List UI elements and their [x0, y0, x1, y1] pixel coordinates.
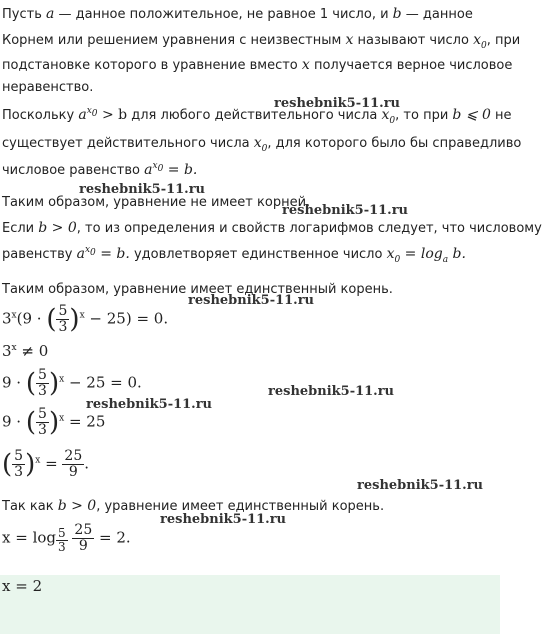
math-x0: $x_0$	[473, 32, 487, 51]
text: для любого действительного числа	[127, 108, 382, 123]
text: Таким образом, уравнение не имеет корней.	[2, 195, 311, 210]
text: , то из определения и свойств логарифмов следует, что числовому	[76, 221, 542, 236]
math-eq-b: = b.	[163, 162, 198, 178]
equation-1: $3^x(9$ · ( $\frac{5}{3}$ )$^x$ − 25) = 0.	[2, 303, 169, 335]
math-a: a	[45, 6, 55, 22]
text: — данное положительное, не равное 1 число, и	[54, 7, 393, 22]
text: называют число	[353, 33, 474, 48]
text-line-4	[2, 80, 93, 96]
text-line-3	[2, 57, 512, 74]
watermark: reshebnik5-11.ru	[188, 293, 315, 308]
text: не	[490, 108, 512, 123]
text: , для которого было бы справедливо	[267, 136, 522, 151]
text-line-10	[2, 246, 466, 263]
watermark: reshebnik5-11.ru	[268, 384, 395, 399]
answer-box	[0, 575, 500, 634]
math-x0: $x_0$	[381, 107, 396, 126]
text-line-1	[2, 6, 473, 23]
text-line-6	[2, 135, 521, 152]
equation-3: 9 · ( $\frac{5}{3}$ )$^x$ − 25 = 0.	[2, 367, 142, 399]
text: , при	[486, 33, 521, 48]
text: Так как	[2, 499, 58, 514]
text-line-7	[2, 162, 197, 179]
math-x: x	[301, 57, 310, 73]
math-b-gt-0: b > 0	[38, 220, 77, 236]
text-line-9	[2, 220, 542, 237]
text: , то при	[395, 108, 453, 123]
math-a-pow-x0: $a^{x_0}$	[76, 245, 96, 262]
watermark: reshebnik5-11.ru	[160, 512, 287, 527]
text: , уравнение имеет единственный корень.	[96, 499, 385, 514]
text: неравенство.	[2, 80, 94, 95]
text: Корнем или решением уравнения с неизвестным	[2, 33, 346, 48]
equation-5: ( $\frac{5}{3}$ )$^x$ = $\frac{25}{9}$ .	[2, 448, 90, 480]
equation-6: x = log $_{\frac{5}{3}}$ $\frac{25}{9}$ = 2.	[2, 522, 131, 554]
math-gt-b: > b	[97, 107, 128, 123]
math-b-le-0: b ⩽ 0	[452, 107, 491, 123]
math-eq-b: = b.	[95, 246, 130, 262]
watermark: reshebnik5-11.ru	[357, 478, 484, 493]
text: — данное	[401, 7, 473, 22]
math-a-pow-x0: $a^{x_0}$	[78, 106, 98, 123]
watermark: reshebnik5-11.ru	[86, 397, 213, 412]
math-a-pow-x0: $a^{x_0}$	[144, 161, 164, 178]
math-x: x	[345, 32, 354, 48]
watermark: reshebnik5-11.ru	[79, 182, 206, 197]
text: существует действительного числа	[2, 136, 254, 151]
answer-text: x = 2	[2, 577, 43, 595]
text: удовлетворяет единственное число	[129, 247, 387, 262]
math-b-gt-0: b > 0	[57, 498, 97, 514]
math-b: b	[392, 6, 402, 22]
equation-2: $3^x \ne 0$	[2, 342, 49, 360]
text-line-2	[2, 32, 520, 49]
text: подстановке которого в уравнение вместо	[2, 58, 302, 73]
text: Пусть	[2, 7, 46, 22]
watermark: reshebnik5-11.ru	[282, 203, 409, 218]
math-x0: $x_0$	[253, 135, 268, 154]
text: числовое равенство	[2, 163, 145, 178]
equation-4: 9 · ( $\frac{5}{3}$ )$^x$ = 25	[2, 406, 106, 438]
text: Если	[2, 221, 39, 236]
text: Таким образом, уравнение имеет единственный корень.	[2, 282, 393, 297]
text: получается верное числовое	[309, 58, 513, 73]
text: Поскольку	[2, 108, 79, 123]
math-x0-eq-log: $x_0 = \log_a b$.	[386, 246, 466, 265]
text-line-5	[2, 107, 512, 124]
watermark: reshebnik5-11.ru	[274, 96, 401, 111]
text: равенству	[2, 247, 77, 262]
text-line-8	[2, 195, 310, 211]
